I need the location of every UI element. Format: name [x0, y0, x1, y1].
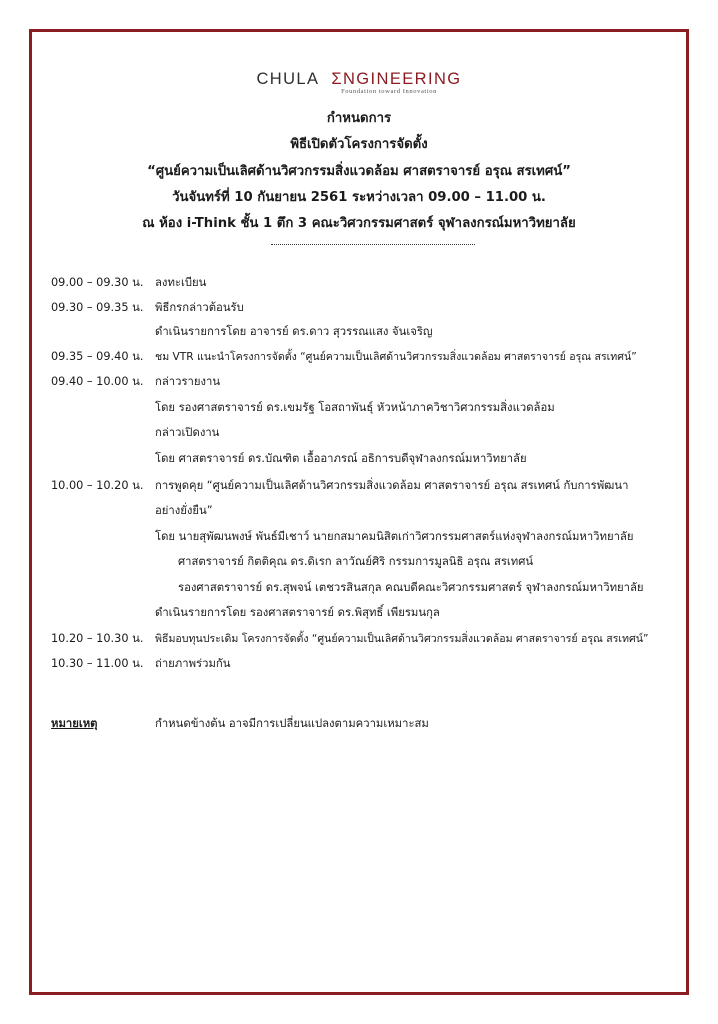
title-line-1: กำหนดการ	[326, 111, 392, 126]
title-line-4: วันจันทร์ที่ 10 กันยายน 2561 ระหว่างเวลา 09.00 – 11.00 น.	[172, 189, 546, 205]
schedule-activity: กล่าวรายงาน	[155, 375, 221, 388]
schedule-detail-indent: รองศาสตราจารย์ ดร.สุพจน์ เตชวรสินสกุล คณบดีคณะวิศวกรรมศาสตร์ จุฬาลงกรณ์มหาวิทยาลัย	[178, 581, 644, 594]
schedule-time: 09.40 – 10.00 น.	[51, 375, 144, 388]
schedule-detail: อย่างยั่งยืน”	[155, 504, 213, 517]
dotted-divider	[271, 244, 475, 245]
title-line-3: “ศูนย์ความเป็นเลิศด้านวิศวกรรมสิ่งแวดล้อม ศาสตราจารย์ อรุณ สรเทศน์”	[147, 163, 571, 179]
title-line-5: ณ ห้อง i-Think ชั้น 1 ตึก 3 คณะวิศวกรรมศาสตร์ จุฬาลงกรณ์มหาวิทยาลัย	[142, 216, 576, 232]
schedule-activity: ชม VTR แนะนำโครงการจัดตั้ง “ศูนย์ความเป็นเลิศด้านวิศวกรรมสิ่งแวดล้อม ศาสตราจารย์ อรุณ สรเทศน์”	[155, 351, 637, 363]
title-line-2: พิธีเปิดตัวโครงการจัดตั้ง	[290, 137, 428, 153]
schedule-time: 09.30 – 09.35 น.	[51, 301, 144, 314]
note-label: หมายเหตุ	[51, 717, 98, 730]
chula-engineering-logo	[0, 70, 718, 95]
schedule-activity: พิธีมอบทุนประเดิม โครงการจัดตั้ง “ศูนย์ความเป็นเลิศด้านวิศวกรรมสิ่งแวดล้อม ศาสตราจารย์ อรุณ สรเทศน์”	[155, 633, 649, 645]
schedule-time: 10.00 – 10.20 น.	[51, 479, 144, 492]
schedule-activity: ลงทะเบียน	[155, 276, 207, 289]
logo-wordmark-part1: CHULA	[256, 70, 320, 88]
schedule-time: 10.20 – 10.30 น.	[51, 632, 144, 645]
schedule-time: 10.30 – 11.00 น.	[51, 657, 144, 670]
schedule-time: 09.00 – 09.30 น.	[51, 276, 144, 289]
schedule-detail: โดย นายสุพัฒนพงษ์ พันธ์มีเชาว์ นายกสมาคมนิสิตเก่าวิศวกรรมศาสตร์แห่งจุฬาลงกรณ์มหาวิทยาลัย	[155, 530, 634, 543]
logo-wordmark-part2: ΣNGINEERING	[331, 70, 462, 88]
schedule-time: 09.35 – 09.40 น.	[51, 350, 144, 363]
logo-tagline: Foundation toward Innovation	[341, 88, 437, 95]
document-title	[0, 106, 718, 237]
schedule-activity: พิธีกรกล่าวต้อนรับ	[155, 301, 244, 314]
schedule-detail: ดำเนินรายการโดย รองศาสตราจารย์ ดร.พิสุทธิ์ เพียรมนกุล	[155, 606, 440, 619]
note-text: กำหนดข้างต้น อาจมีการเปลี่ยนแปลงตามความเหมาะสม	[155, 717, 429, 730]
schedule-activity: ถ่ายภาพร่วมกัน	[155, 657, 231, 670]
logo-wordmark	[0, 70, 718, 89]
schedule-activity: การพูดคุย “ศูนย์ความเป็นเลิศด้านวิศวกรรมสิ่งแวดล้อม ศาสตราจารย์ อรุณ สรเทศน์ กับการพัฒนา	[155, 479, 629, 492]
schedule-detail-indent: ศาสตราจารย์ กิตติคุณ ดร.ดิเรก ลาวัณย์ศิริ กรรมการมูลนิธิ อรุณ สรเทศน์	[178, 555, 534, 568]
schedule-detail: โดย ศาสตราจารย์ ดร.บัณฑิต เอื้ออาภรณ์ อธิการบดีจุฬาลงกรณ์มหาวิทยาลัย	[155, 452, 527, 465]
schedule-detail: กล่าวเปิดงาน	[155, 426, 220, 439]
schedule-detail: โดย รองศาสตราจารย์ ดร.เขมรัฐ โอสถาพันธุ์ หัวหน้าภาควิชาวิศวกรรมสิ่งแวดล้อม	[155, 401, 555, 414]
schedule-detail: ดำเนินรายการโดย อาจารย์ ดร.ดาว สุวรรณแสง จันเจริญ	[155, 325, 433, 338]
